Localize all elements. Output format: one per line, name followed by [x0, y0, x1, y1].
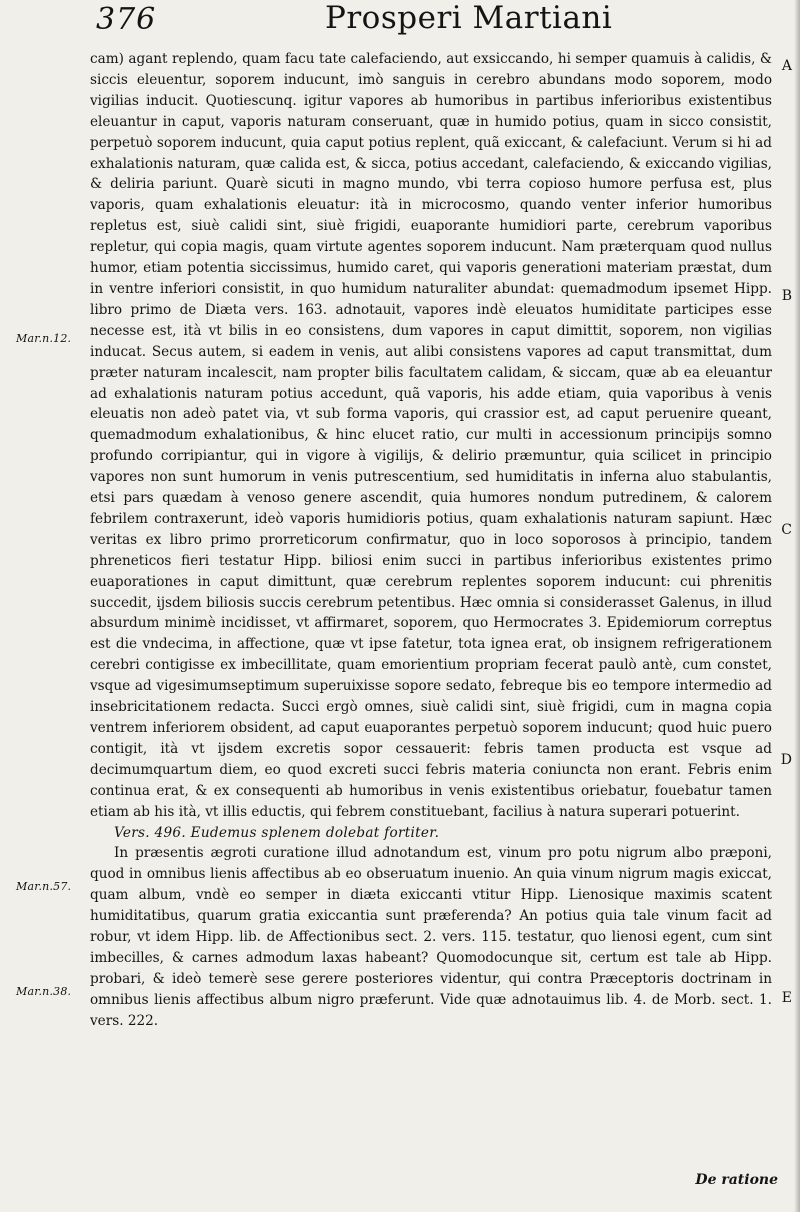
margin-reference: Mar.n.38. — [16, 985, 72, 998]
verse-heading: Vers. 496. Eudemus splenem dolebat fortiter. — [114, 824, 440, 841]
section-letter: A — [781, 58, 792, 74]
catchword: De ratione — [695, 1172, 778, 1188]
section-letter: B — [781, 288, 792, 304]
section-letter: E — [781, 990, 792, 1006]
main-text — [90, 49, 772, 1032]
paragraph: cam) agant replendo, quam facu tate calefaciendo, aut exsiccando, hi semper quamuis à calidis, & siccis eleuentur, soporem inducunt, imò sanguis in cerebro abundans modo soporem, modo vigilias inducit. Quotiescunq. igitur vapores ab humoribus in partibus inferioribus existentibus eleuantur in caput, vaporis naturam conseruant, quæ in humido potius, quam in sicco consistit, perpetuò soporem inducunt, quia caput potius replent, quã exiccant, & calefaciunt. Verum si hi ad exhalationis naturam, quæ calida est, & sicca, potius accedant, calefaciendo, & exiccando vigilias, & deliria pariunt. Quarè sicuti in magno mundo, vbi terra copioso humore perfusa est, plus vaporis, quam exhalationis eleuatur: ità in microcosmo, quando venter inferior humoribus repletus est, siuè calidi sint, siuè frigidi, euaporante humidiori parte, cerebrum vaporibus repletur, qui copia magis, quam virtute agentes soporem inducunt. Nam præterquam quod nullus humor, etiam potentia siccissimus, humido caret, qui vaporis generationi materiam præstat, dum in ventre inferiori consistit, in quo humidum naturaliter abundat: quemadmodum ipsemet Hipp. libro primo de Diæta vers. 163. adnotauit, vapores indè eleuatos humiditate participes esse necesse est, ità vt bilis in eo consistens, dum vapores in caput dimittit, soporem, non vigilias inducat. Secus autem, si eadem in venis, aut alibi consistens vapores ad caput transmittat, dum præter naturam incalescit, nam propter bilis facultatem calidam, & siccam, quæ ab ea eleuantur ad exhalationis naturam potius accedunt, quã vaporis, his adde etiam, quia vaporibus à venis eleuatis non adeò patet via, vt sub forma vaporis, qui crassior est, ad caput peruenire queant, quemadmodum exhalationibus, & hinc elucet ratio, cur multi in accessionum principijs somno profundo corripiantur, qui in vigore à vigilijs, & delirio præmuntur, quia scilicet in principio vapores non sunt humorum in venis putrescentium, sed humiditatis in inferna aluo stabulantis, etsi pars quædam à venoso genere ascendit, quia humores nondum putredinem, & calorem febrilem contraxerunt, ideò vaporis humidioris potius, quam exhalationis naturam sapiunt. Hæc veritas ex libro primo prorreticorum confirmatur, quo in loco soporosos à principio, tandem phreneticos fieri testatur Hipp. biliosi enim succi in partibus inferioribus existentes primo euaporationes in caput dimittunt, quæ cerebrum replentes soporem inducunt: cui phrenitis succedit, ijsdem biliosis succis cerebrum petentibus. Hæc omnia si considerasset Galenus, in illud absurdum minimè incidisset, vt affirmaret, soporem, quo Hermocrates 3. Epidemiorum correptus est die vndecima, in affectione, quæ vt ipse fatetur, tota ignea erat, ob insignem refrigerationem cerebri contigisse ex imbecillitate, quam emorientium propriam fecerat paulò antè, cum constet, vsque ad vigesimumseptimum superuixisse sopore sedato, febreque bis eo tempore intermedio ad insebricitationem redacta. Succi ergò omnes, siuè calidi sint, siuè frigidi, cum in magna copia ventrem inferiorem obsident, ad caput euaporantes perpetuò soporem inducunt; quod huic puero contigit, ità vt ijsdem excretis sopor cessauerit: febris tamen producta est vsque ad decimumquartum diem, eo quod excreti succi febris materia coniuncta non erant. Febris enim continua erat, & ex consequenti ab humoribus in venis existentibus oriebatur, fouebatur tamen etiam ab his ità, vt illis eductis, qui febrem constituebant, facilius à natura superari potuerint. — [90, 51, 772, 820]
page-edge-shadow — [794, 0, 800, 1212]
margin-reference: Mar.n.57. — [16, 880, 72, 893]
paragraph: In præsentis ægroti curatione illud adnotandum est, vinum pro potu nigrum albo præponi, quod in omnibus lienis affectibus ab eo obseruatum inuenio. An quia vinum nigrum magis exiccat, quam album, vndè eo semper in diæta exiccanti vtitur Hipp. Lienosique maximis scatent humiditatibus, quarum gratia exiccantia sunt præferenda? An potius quia tale vinum facit ad robur, vt idem Hipp. lib. de Affectionibus sect. 2. vers. 115. testatur, quo lienosi egent, cum sint imbecilles, & carnes admodum laxas habeant? Quomodocunque sit, certum est tale ab Hipp. probari, & ideò temerè sese gerere posteriores videntur, qui contra Præceptoris doctrinam in omnibus lienis affectibus album nigro præferunt. Vide quæ adnotauimus lib. 4. de Morb. sect. 1. vers. 222. — [90, 845, 772, 1029]
page-number: 376 — [96, 2, 157, 37]
section-letter: D — [780, 752, 792, 768]
margin-reference: Mar.n.12. — [16, 332, 72, 345]
page-header — [90, 0, 780, 46]
running-head: Prosperi Martiani — [325, 0, 613, 36]
section-letter: C — [781, 522, 792, 538]
